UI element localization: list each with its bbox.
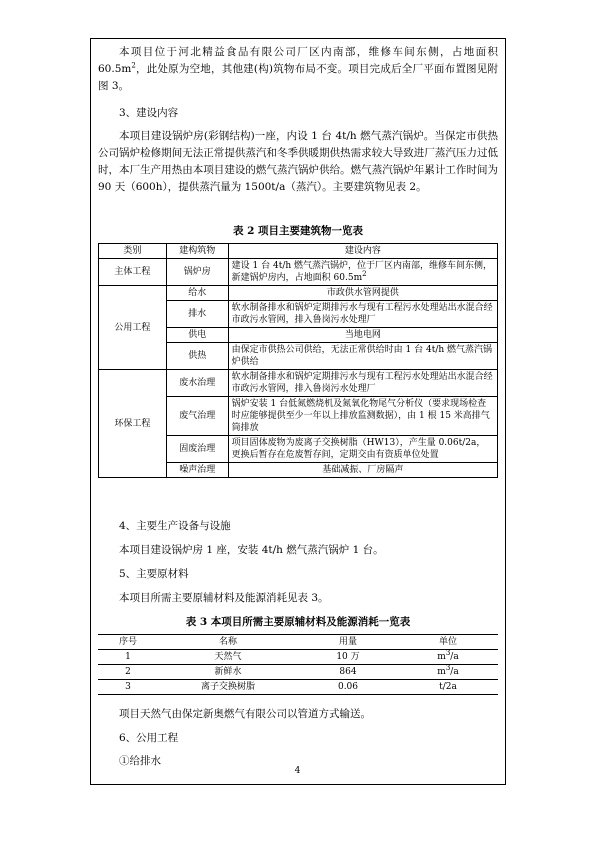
item-cell: 废水治理 <box>166 370 228 397</box>
content-cell: 软水制备排水和锅炉定期排污水与现有工程污水处理站出水混合经市政污水管网，排入鲁岗污水处理厂 <box>228 370 497 397</box>
no-cell: 3 <box>98 680 158 695</box>
table-3 <box>98 634 498 695</box>
name-cell: 离子交换树脂 <box>158 680 298 695</box>
section-6-sub: ①给排水 <box>119 755 161 767</box>
table-header-cell: 类别 <box>99 244 167 259</box>
table-header-cell: 名称 <box>158 635 298 650</box>
table-header-cell: 单位 <box>398 635 498 650</box>
gas-supply-note: 项目天然气由保定新奥燃气有限公司以管道方式输送。 <box>119 708 371 720</box>
amount-cell: 864 <box>298 665 398 680</box>
page-number: 4 <box>294 766 301 776</box>
content-cell: 项目固体废物为废离子交换树脂（HW13），产生量 0.06t/2a，更换后暂存在危废暂存间，定期交由有资质单位处置 <box>228 436 497 463</box>
section-3-heading: 3、建设内容 <box>119 107 179 119</box>
table-header-row <box>99 244 498 259</box>
table-row <box>98 665 498 680</box>
table-row <box>98 680 498 695</box>
table-row <box>98 650 498 665</box>
section-3-body: 本项目建设锅炉房(彩钢结构)一座，内设 1 台 4t/h 燃气蒸汽锅炉。当保定市供热公司锅炉检修期间无法正常提供蒸汽和冬季供暖期供热需求较大导致进厂蒸汽压力过低时，本厂生产用热由本项目建设的燃气蒸汽锅炉供给。燃气蒸汽锅炉年累计工作时间为 90 天（600h），提供蒸汽量为 1500t/a（蒸汽）。主要建筑物见表 2。 <box>98 130 498 193</box>
table-header-row <box>98 635 498 650</box>
no-cell: 2 <box>98 665 158 680</box>
table-header-cell: 建构筑物 <box>166 244 228 259</box>
content-cell: 基础减振、厂房隔声 <box>228 463 497 478</box>
item-cell: 噪声治理 <box>166 463 228 478</box>
section-6-heading: 6、公用工程 <box>119 732 179 744</box>
name-cell: 新鲜水 <box>158 665 298 680</box>
intro-paragraph: 本项目位于河北精益食品有限公司厂区内南部，维修车间东侧，占地面积 $60.5m^2$，此处原为空地，其他建(构)筑物布局不变。项目完成后全厂平面布置图见附图 3。 <box>98 46 498 92</box>
item-cell: 供电 <box>166 328 228 343</box>
content-cell: 由保定市供热公司供给，无法正常供给时由 1 台 4t/h 燃气蒸汽锅炉供给 <box>228 343 497 370</box>
table-row <box>99 370 498 397</box>
item-cell: 固废治理 <box>166 436 228 463</box>
item-cell: 给水 <box>166 286 228 301</box>
unit-cell: t/2a <box>398 680 498 695</box>
section-4-body: 本项目建设锅炉房 1 座，安装 4t/h 燃气蒸汽锅炉 1 台。 <box>119 544 384 556</box>
category-cell: 公用工程 <box>99 286 167 370</box>
item-cell: 排水 <box>166 301 228 328</box>
unit-cell: $m^3/a$ <box>398 665 498 680</box>
amount-cell: 10 万 <box>298 650 398 665</box>
table-2 <box>98 243 498 478</box>
table-header-cell: 用量 <box>298 635 398 650</box>
item-cell: 供热 <box>166 343 228 370</box>
section-4-heading: 4、主要生产设备与设施 <box>119 520 231 532</box>
section-5-heading: 5、主要原材料 <box>119 568 189 580</box>
item-cell: 废气治理 <box>166 397 228 436</box>
item-cell: 锅炉房 <box>166 259 228 286</box>
no-cell: 1 <box>98 650 158 665</box>
table-header-cell: 建设内容 <box>228 244 497 259</box>
table-2-caption: 表 2 项目主要建筑物一览表 <box>232 225 364 237</box>
content-cell: 软水制备排水和锅炉定期排污水与现有工程污水处理站出水混合经市政污水管网，排入鲁岗污水处理厂 <box>228 301 497 328</box>
name-cell: 天然气 <box>158 650 298 665</box>
category-cell: 主体工程 <box>99 259 167 286</box>
content-cell: 当地电网 <box>228 328 497 343</box>
section-5-body: 本项目所需主要原辅材料及能源消耗见表 3。 <box>119 592 329 604</box>
content-cell: 市政供水管网提供 <box>228 286 497 301</box>
table-row <box>99 259 498 286</box>
table-header-cell: 序号 <box>98 635 158 650</box>
table-row <box>99 286 498 301</box>
amount-cell: 0.06 <box>298 680 398 695</box>
category-cell: 环保工程 <box>99 370 167 478</box>
content-cell: 锅炉安装 1 台低氮燃烧机及氮氧化物尾气分析仪（要求现场检查时应能够提供至少一年以上排放监测数据），由 1 根 15 米高排气筒排放 <box>228 397 497 436</box>
unit-cell: $m^3/a$ <box>398 650 498 665</box>
table-3-caption: 表 3 本项目所需主要原辅材料及能源消耗一览表 <box>185 616 411 628</box>
content-cell: 建设 1 台 4t/h 燃气蒸汽锅炉，位于厂区内南部，维修车间东侧，新建锅炉房内，占地面积 $60.5m^2$ <box>228 259 497 286</box>
